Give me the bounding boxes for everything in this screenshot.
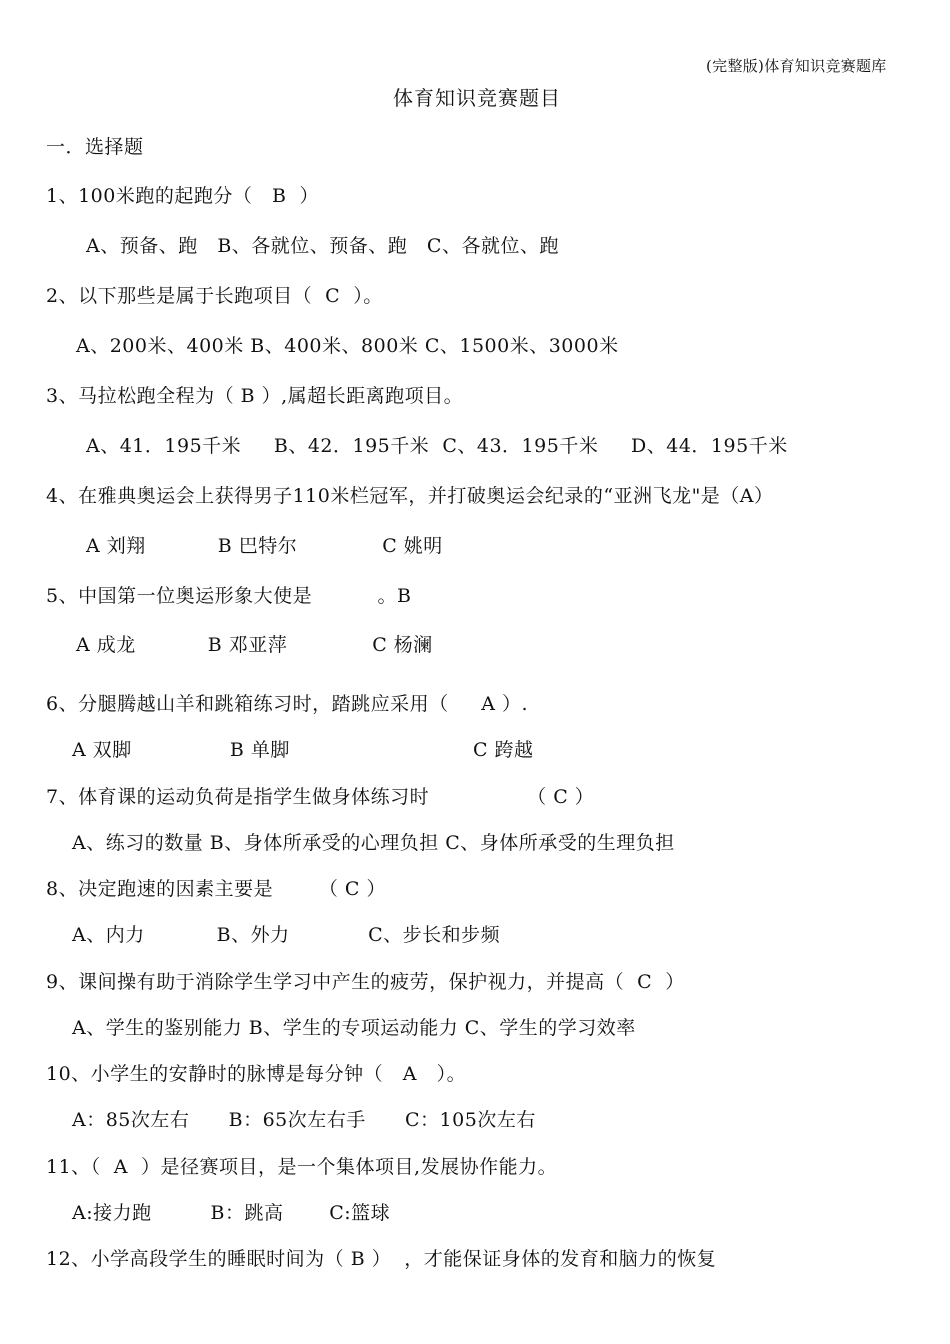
options-1: A、预备、跑 B、各就位、预备、跑 C、各就位、跑 [86, 235, 559, 257]
options-3: A、41．195千米 B、42．195千米 C、43．195千米 D、44．195千米 [86, 435, 788, 457]
options-11: A:接力跑 B：跳高 C:篮球 [72, 1202, 391, 1224]
question-7: 7、体育课的运动负荷是指学生做身体练习时 （ C ） [46, 786, 595, 808]
question-10: 10、小学生的安静时的脉博是每分钟（ A ）。 [46, 1063, 467, 1085]
question-8: 8、决定跑速的因素主要是 （ C ） [46, 878, 386, 900]
question-1: 1、100米跑的起跑分（ B ） [46, 185, 320, 207]
options-7: A、练习的数量 B、身体所承受的心理负担 C、身体所承受的生理负担 [72, 832, 675, 854]
options-2: A、200米、400米 B、400米、800米 C、1500米、3000米 [76, 335, 619, 357]
page-header: (完整版)体育知识竞赛题库 [706, 57, 887, 75]
options-9: A、学生的鉴别能力 B、学生的专项运动能力 C、学生的学习效率 [72, 1017, 636, 1039]
options-6: A 双脚 B 单脚 C 跨越 [72, 739, 534, 761]
question-12: 12、小学高段学生的睡眠时间为（ B ） ，才能保证身体的发育和脑力的恢复 [46, 1248, 717, 1270]
options-8: A、内力 B、外力 C、步长和步频 [72, 924, 501, 946]
page-title: 体育知识竞赛题目 [393, 86, 561, 110]
section-heading: 一．选择题 [46, 136, 144, 158]
question-5: 5、中国第一位奥运形象大使是 。B [46, 585, 412, 607]
question-4: 4、在雅典奥运会上获得男子110米栏冠军，并打破奥运会纪录的“亚洲飞龙"是（A） [46, 485, 774, 507]
question-3: 3、马拉松跑全程为（ B ）,属超长距离跑项目。 [46, 385, 464, 407]
options-10: A：85次左右 B：65次左右手 C：105次左右 [72, 1109, 536, 1131]
question-6: 6、分腿腾越山羊和跳箱练习时，踏跳应采用（ A ）. [46, 693, 529, 715]
question-2: 2、以下那些是属于长跑项目（ C ）。 [46, 285, 383, 307]
options-4: A 刘翔 B 巴特尔 C 姚明 [86, 535, 443, 557]
options-5: A 成龙 B 邓亚萍 C 杨澜 [76, 634, 433, 656]
question-11: 11、（ A ）是径赛项目，是一个集体项目,发展协作能力。 [46, 1156, 558, 1178]
question-9: 9、课间操有助于消除学生学习中产生的疲劳，保护视力，并提高（ C ） [46, 971, 685, 993]
